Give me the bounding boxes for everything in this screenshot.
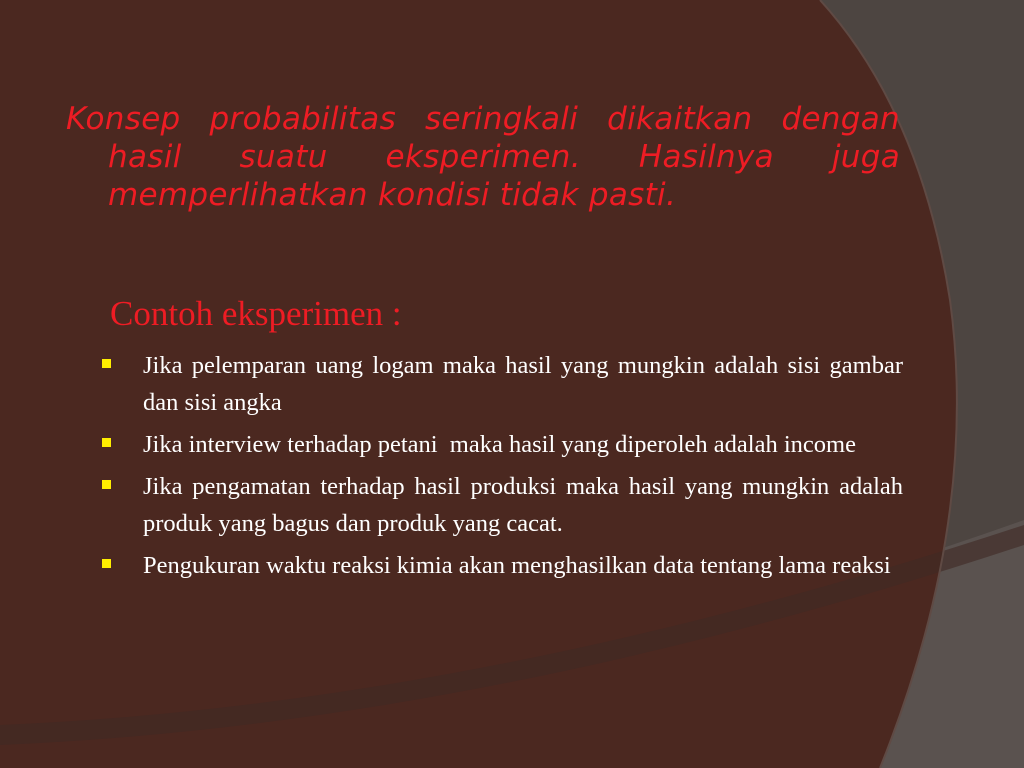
list-item bbox=[100, 468, 903, 542]
intro-paragraph: Konsep probabilitas seringkali dikaitkan dengan hasil suatu eksperimen. Hasilnya juga memperlihatkan kondisi tidak pasti. bbox=[66, 101, 900, 213]
list-item bbox=[100, 547, 903, 584]
list-item-text: Jika pelemparan uang logam maka hasil yang mungkin adalah sisi gambar dan sisi angka bbox=[143, 352, 903, 416]
square-bullet-icon bbox=[102, 480, 111, 489]
examples-list bbox=[100, 347, 903, 589]
list-item bbox=[100, 426, 903, 463]
list-item-text: Jika pengamatan terhadap hasil produksi maka hasil yang mungkin adalah produk yang bagus dan produk yang cacat. bbox=[143, 473, 903, 537]
list-item-text: Pengukuran waktu reaksi kimia akan menghasilkan data tentang lama reaksi bbox=[143, 552, 891, 579]
list-item bbox=[100, 347, 903, 421]
list-item-text: Jika interview terhadap petani maka hasil yang diperoleh adalah income bbox=[143, 431, 856, 458]
square-bullet-icon bbox=[102, 438, 111, 447]
square-bullet-icon bbox=[102, 559, 111, 568]
examples-heading: Contoh eksperimen : bbox=[110, 294, 402, 333]
square-bullet-icon bbox=[102, 359, 111, 368]
